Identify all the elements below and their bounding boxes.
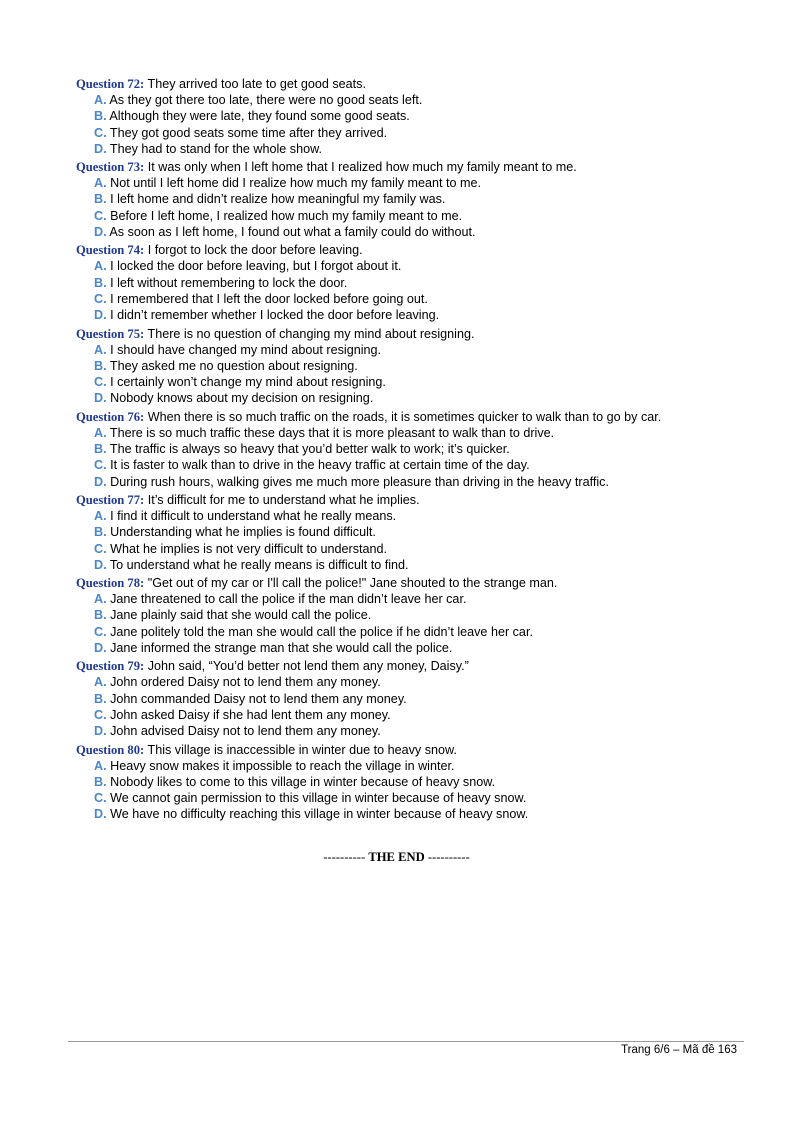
option-d — [76, 723, 716, 739]
option-c — [76, 457, 716, 473]
option-b — [76, 774, 716, 790]
option-letter: B. — [94, 774, 107, 789]
option-a — [76, 175, 716, 191]
question-78 — [76, 575, 716, 656]
question-stem — [76, 575, 716, 591]
option-text: They had to stand for the whole show. — [109, 141, 323, 156]
option-letter: C. — [94, 541, 107, 556]
option-text: Jane politely told the man she would call the police if he didn’t leave her car. — [110, 624, 533, 639]
option-letter: D. — [94, 391, 107, 406]
question-label: Question 72: — [76, 77, 145, 91]
option-b — [76, 607, 716, 623]
option-text: I certainly won’t change my mind about resigning. — [110, 375, 386, 390]
option-letter: B. — [94, 525, 107, 540]
question-text: I forgot to lock the door before leaving. — [147, 243, 363, 258]
option-text: I locked the door before leaving, but I forgot about it. — [110, 259, 402, 274]
option-d — [76, 474, 716, 490]
option-letter: B. — [94, 442, 107, 457]
option-c — [76, 790, 716, 806]
option-text: Jane informed the strange man that she would call the police. — [110, 641, 453, 656]
option-a — [76, 258, 716, 274]
option-text: Although they were late, they found some good seats. — [109, 109, 410, 124]
option-letter: A. — [94, 176, 107, 191]
option-text: John ordered Daisy not to lend them any money. — [110, 675, 381, 690]
question-stem — [76, 742, 716, 758]
option-letter: B. — [94, 358, 107, 373]
option-b — [76, 441, 716, 457]
option-b — [76, 691, 716, 707]
option-c — [76, 125, 716, 141]
option-text: As soon as I left home, I found out what a family could do without. — [109, 225, 476, 240]
option-text: John commanded Daisy not to lend them any money. — [110, 691, 407, 706]
question-75 — [76, 326, 716, 407]
question-label: Question 79: — [76, 659, 145, 674]
question-stem — [76, 658, 716, 674]
option-d — [76, 640, 716, 656]
option-d — [76, 224, 716, 240]
question-text: They arrived too late to get good seats. — [147, 77, 366, 91]
question-73 — [76, 159, 716, 240]
question-stem — [76, 242, 716, 258]
option-text: Before I left home, I realized how much my family meant to me. — [110, 208, 463, 223]
option-letter: C. — [94, 791, 107, 806]
option-letter: D. — [94, 308, 107, 323]
option-letter: B. — [94, 109, 107, 124]
option-letter: B. — [94, 275, 107, 290]
option-letter: C. — [94, 707, 107, 722]
option-b — [76, 275, 716, 291]
option-text: I remembered that I left the door locked before going out. — [110, 291, 428, 306]
question-list — [76, 76, 716, 825]
option-text: Heavy snow makes it impossible to reach the village in winter. — [110, 758, 455, 773]
option-letter: A. — [94, 93, 107, 107]
option-letter: A. — [94, 592, 107, 607]
question-80 — [76, 742, 716, 823]
question-label: Question 76: — [76, 409, 145, 424]
option-text: The traffic is always so heavy that you’d better walk to work; it’s quicker. — [109, 442, 510, 457]
option-text: I should have changed my mind about resigning. — [110, 342, 382, 357]
option-letter: A. — [94, 342, 107, 357]
option-letter: A. — [94, 758, 107, 773]
option-letter: C. — [94, 125, 107, 140]
footer-page-info: Trang 6/6 – Mã đề 163 — [621, 1044, 737, 1056]
option-a — [76, 591, 716, 607]
end-dashes-left: ---------- — [323, 850, 366, 864]
question-text: John said, “You’d better not lend them any money, Daisy.” — [147, 659, 469, 674]
option-c — [76, 291, 716, 307]
option-letter: D. — [94, 141, 107, 156]
option-a — [76, 425, 716, 441]
option-text: What he implies is not very difficult to understand. — [110, 541, 388, 556]
option-text: Nobody knows about my decision on resigning. — [110, 391, 374, 406]
question-label: Question 73: — [76, 160, 145, 175]
option-letter: C. — [94, 375, 107, 390]
question-label: Question 74: — [76, 243, 145, 258]
option-text: Understanding what he implies is found difficult. — [110, 525, 376, 540]
question-stem — [76, 409, 716, 425]
option-c — [76, 374, 716, 390]
option-text: To understand what he really means is difficult to find. — [109, 557, 409, 572]
option-letter: B. — [94, 608, 107, 623]
option-text: I left without remembering to lock the door. — [110, 275, 348, 290]
option-c — [76, 208, 716, 224]
option-text: During rush hours, walking gives me much more pleasure than driving in the heavy traffic. — [110, 474, 609, 489]
end-text: THE END — [368, 850, 425, 864]
option-letter: A. — [94, 675, 107, 690]
question-stem — [76, 492, 716, 508]
option-letter: D. — [94, 641, 107, 656]
option-text: Jane threatened to call the police if the man didn’t leave her car. — [110, 592, 467, 607]
option-a — [76, 758, 716, 774]
option-text: We cannot gain permission to this village in winter because of heavy snow. — [110, 791, 527, 806]
option-letter: C. — [94, 624, 107, 639]
option-text: Nobody likes to come to this village in winter because of heavy snow. — [110, 774, 496, 789]
option-letter: D. — [94, 225, 107, 240]
question-text: "Get out of my car or I'll call the police!" Jane shouted to the strange man. — [147, 576, 558, 591]
option-text: Not until I left home did I realize how much my family meant to me. — [110, 176, 482, 191]
option-text: They asked me no question about resigning. — [109, 358, 358, 373]
question-77 — [76, 492, 716, 573]
question-text: There is no question of changing my mind about resigning. — [147, 326, 475, 341]
option-text: We have no difficulty reaching this village in winter because of heavy snow. — [110, 807, 529, 822]
option-text: I find it difficult to understand what he really means. — [110, 508, 397, 523]
option-c — [76, 541, 716, 557]
option-d — [76, 806, 716, 822]
option-b — [76, 358, 716, 374]
end-marker — [0, 850, 793, 865]
question-76 — [76, 409, 716, 490]
option-letter: D. — [94, 474, 107, 489]
option-a — [76, 92, 716, 108]
option-letter: A. — [94, 259, 107, 274]
question-text: This village is inaccessible in winter due to heavy snow. — [147, 742, 457, 757]
option-text: I didn’t remember whether I locked the door before leaving. — [110, 308, 440, 323]
option-b — [76, 524, 716, 540]
question-79 — [76, 658, 716, 739]
question-72 — [76, 76, 716, 157]
question-text: It was only when I left home that I realized how much my family meant to me. — [147, 160, 577, 175]
option-letter: D. — [94, 557, 107, 572]
option-text: Jane plainly said that she would call the police. — [110, 608, 372, 623]
question-stem — [76, 76, 716, 92]
option-d — [76, 307, 716, 323]
option-letter: B. — [94, 192, 107, 207]
question-text: When there is so much traffic on the roads, it is sometimes quicker to walk than to go by car. — [147, 409, 662, 424]
footer-divider — [68, 1041, 744, 1042]
option-text: As they got there too late, there were no good seats left. — [109, 93, 423, 107]
question-stem — [76, 159, 716, 175]
option-letter: C. — [94, 458, 107, 473]
question-label: Question 80: — [76, 742, 145, 757]
option-a — [76, 508, 716, 524]
option-letter: D. — [94, 807, 107, 822]
option-text: John asked Daisy if she had lent them any money. — [110, 707, 391, 722]
option-a — [76, 342, 716, 358]
question-74 — [76, 242, 716, 323]
option-text: They got good seats some time after they arrived. — [109, 125, 388, 140]
end-dashes-right: ---------- — [427, 850, 470, 864]
question-label: Question 78: — [76, 576, 145, 591]
option-c — [76, 624, 716, 640]
option-letter: D. — [94, 724, 107, 739]
option-d — [76, 557, 716, 573]
option-letter: A. — [94, 508, 107, 523]
option-text: I left home and didn’t realize how meaningful my family was. — [110, 192, 446, 207]
option-d — [76, 390, 716, 406]
option-text: It is faster to walk than to drive in the heavy traffic at certain time of the day. — [110, 458, 530, 473]
option-text: John advised Daisy not to lend them any money. — [110, 724, 381, 739]
question-text: It’s difficult for me to understand what he implies. — [147, 492, 420, 507]
question-label: Question 75: — [76, 326, 145, 341]
option-text: There is so much traffic these days that it is more pleasant to walk than to drive. — [109, 425, 555, 440]
option-a — [76, 674, 716, 690]
option-letter: B. — [94, 691, 107, 706]
option-letter: C. — [94, 291, 107, 306]
option-b — [76, 191, 716, 207]
option-d — [76, 141, 716, 157]
option-letter: A. — [94, 425, 107, 440]
option-c — [76, 707, 716, 723]
option-letter: C. — [94, 208, 107, 223]
option-b — [76, 108, 716, 124]
question-stem — [76, 326, 716, 342]
question-label: Question 77: — [76, 492, 145, 507]
